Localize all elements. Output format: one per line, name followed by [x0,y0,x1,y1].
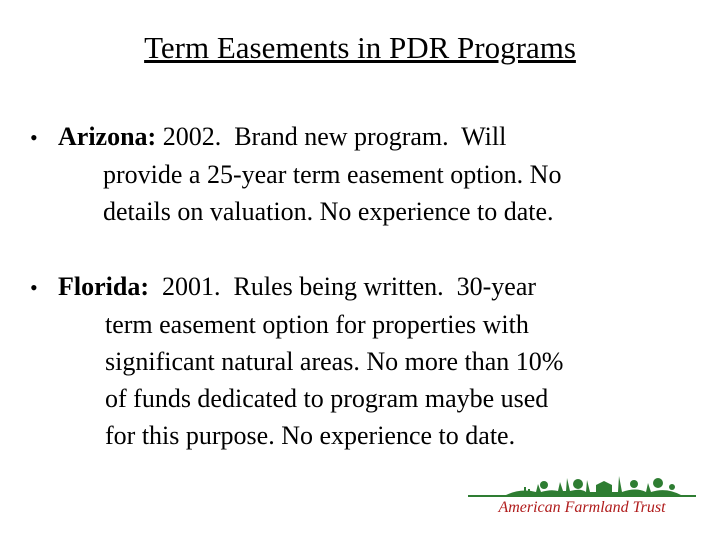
bullet-line [30,118,710,156]
bullet-florida [30,268,710,454]
bullet-line: term easement option for properties with [105,310,529,339]
bullet-label: Arizona: [58,122,157,151]
bullet-marker: • [30,275,38,300]
bullet-line: for this purpose. No experience to date. [105,421,516,450]
slide-title: Term Easements in PDR Programs [144,30,576,65]
bullet-line: details on valuation. No experience to date. [103,197,554,226]
farm-landscape-icon [466,470,698,500]
bullet-line: provide a 25-year term easement option. No [103,160,562,189]
american-farmland-trust-logo [466,470,698,522]
bullet-label: Florida: [58,272,149,301]
bullet-line: significant natural areas. No more than 10% [105,347,564,376]
bullet-text: 2001. Rules being written. 30-year [149,272,537,301]
bullet-line: of funds dedicated to program maybe used [105,384,549,413]
bullet-marker: • [30,125,38,150]
bullet-line [30,268,710,306]
bullet-arizona [30,118,710,230]
bullet-text: 2002. Brand new program. Will [156,122,507,151]
logo-text: American Farmland Trust [498,499,666,516]
